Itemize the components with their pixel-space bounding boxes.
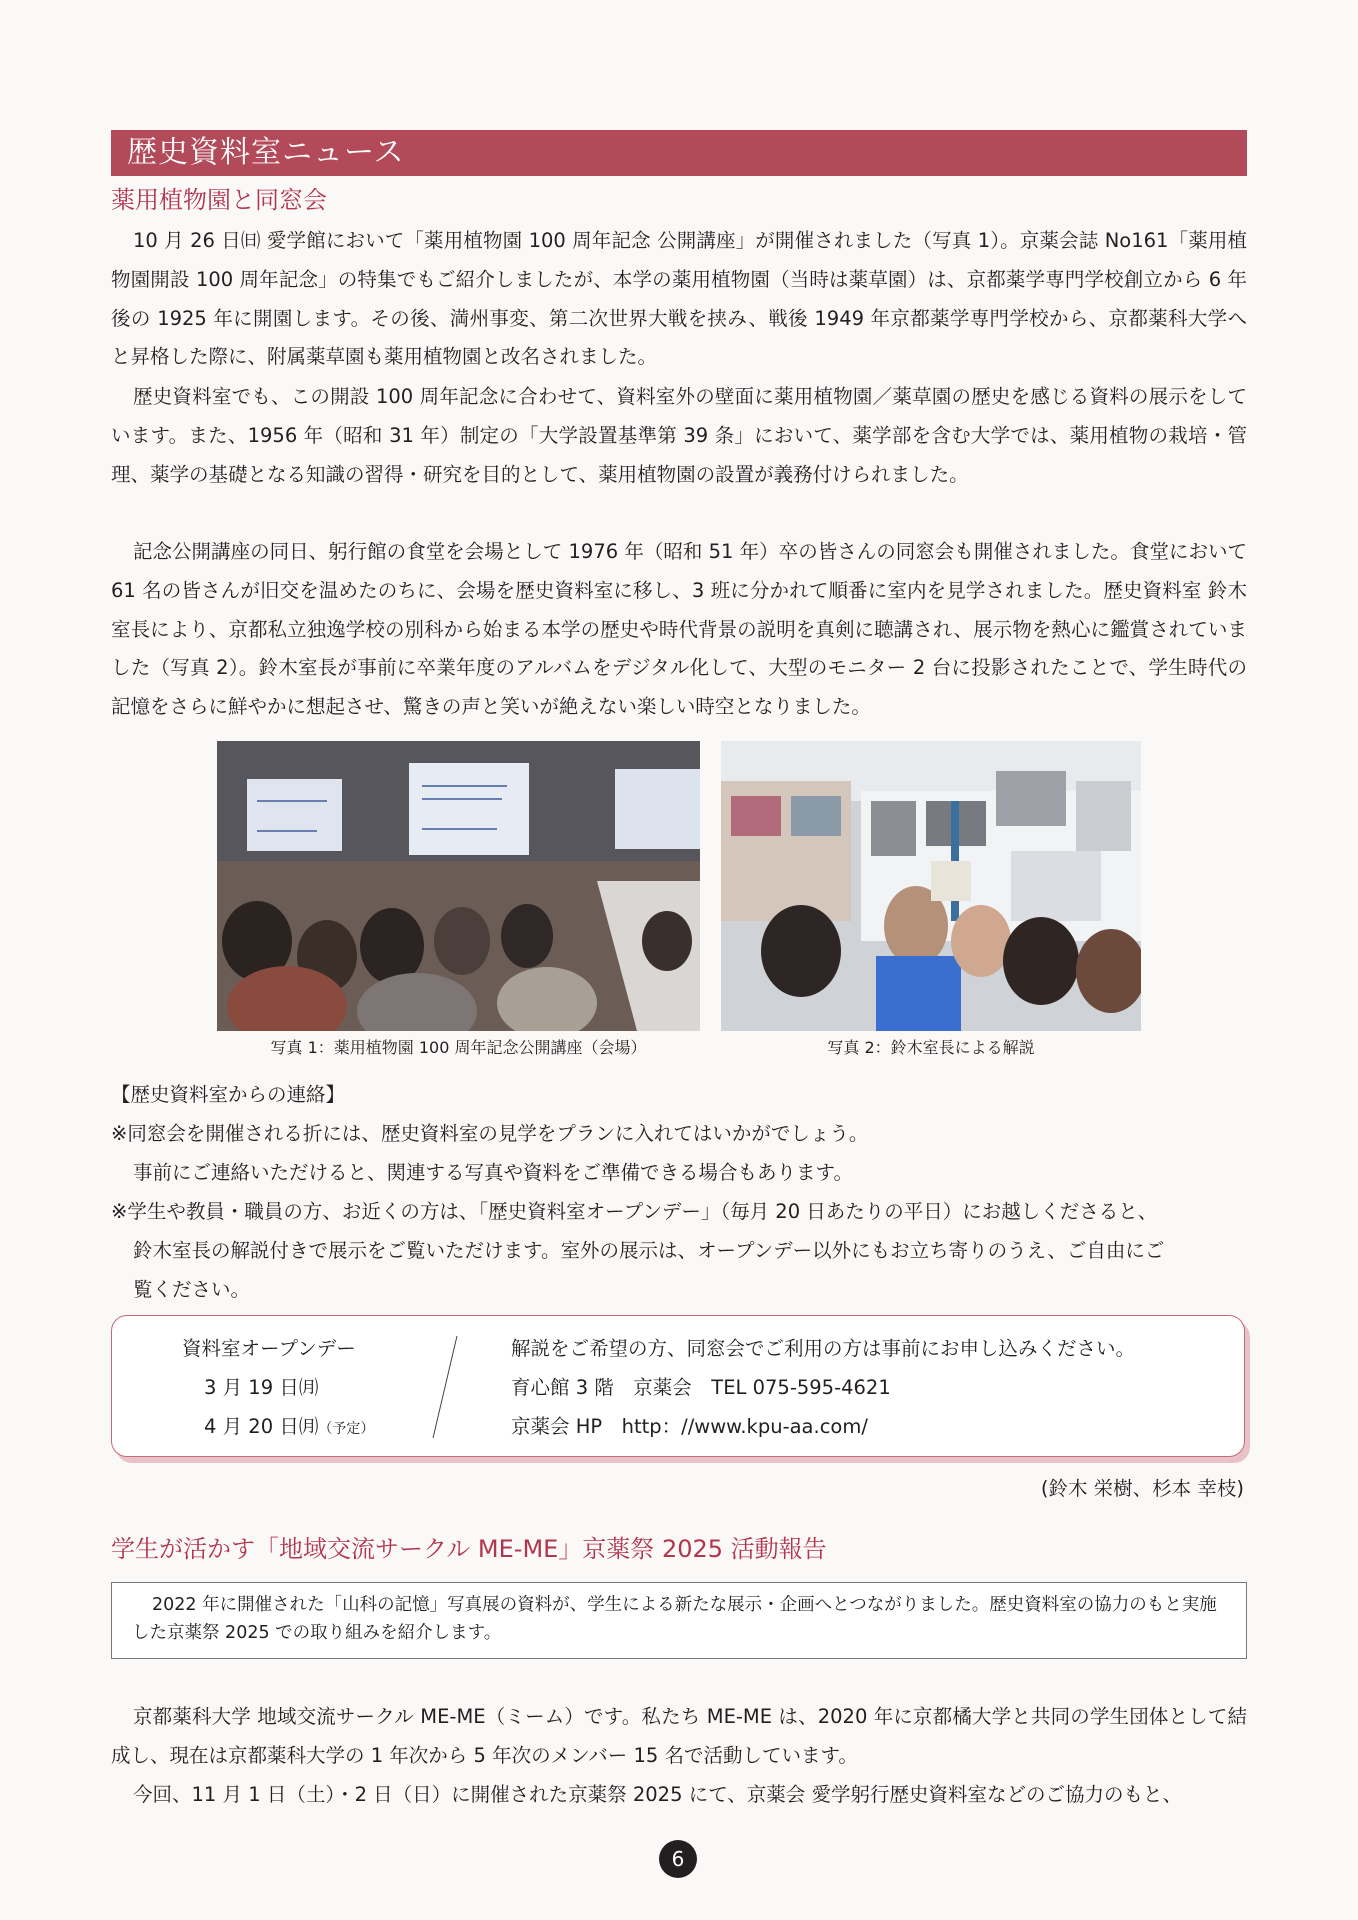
open-day-date: 4 月 20 日㈪ (204, 1415, 319, 1438)
article-paragraph: 記念公開講座の同日、躬行館の食堂を会場として 1976 年（昭和 51 年）卒の皆さんの同窓会も開催されました。食堂において 61 名の皆さんが旧交を温めたのちに、会場を歴史資料室に移し、3 班に分かれて順番に室内を見学されました。歴史資料室 鈴木室長により、京都私立独逸学校の別科から始まる本学の歴史や時代背景の説明を真剣に聴講され、展示物を熱心に鑑賞されていました（写真 2）。鈴木室長が事前に卒業年度のアルバムをデジタル化して、大型のモニター 2 台に投影されたことで、学生時代の記憶をさらに鮮やかに想起させ、驚きの声と笑いが絶えない楽しい時空となりました。 (111, 540, 1247, 719)
open-day-date: 3 月 19 日㈪ (204, 1376, 319, 1399)
open-day-info-box (111, 1315, 1245, 1457)
photo2-caption: 写真 2：鈴木室長による解説 (827, 1038, 1035, 1057)
open-day-date-note: （予定） (318, 1421, 375, 1437)
notice-line: 鈴木室長の解説付きで展示をご覧いただけます。室外の展示は、オープンデー以外にもお立ち寄りのうえ、ご自由にご (133, 1239, 1165, 1262)
notice-line: 事前にご連絡いただけると、関連する写真や資料をご準備できる場合もあります。 (133, 1161, 853, 1184)
photo1-caption: 写真 1：薬用植物園 100 周年記念公開講座（会場） (270, 1038, 647, 1057)
contact-line: 解説をご希望の方、同窓会でご利用の方は事前にお申し込みください。 (511, 1337, 1136, 1360)
article-paragraph: 10 月 26 日㈰ 愛学館において「薬用植物園 100 周年記念 公開講座」が開催されました（写真 1）。京薬会誌 No161「薬用植物園開設 100 周年記念」の特集でもご紹介しましたが、本学の薬用植物園（当時は薬草園）は、京都薬学専門学校創立から 6 年後の 1925 年に開園します。その後、満州事変、第二次世界大戦を挟み、戦後 1949 年京都薬学専門学校から、京都薬科大学へと昇格した際に、附属薬草園も薬用植物園と改名されました。 (111, 229, 1247, 369)
article-paragraph: 歴史資料室でも、この開設 100 周年記念に合わせて、資料室外の壁面に薬用植物園／薬草園の歴史を感じる資料の展示をしています。また、1956 年（昭和 31 年）制定の「大学設置基準第 39 条」において、薬学部を含む大学では、薬用植物の栽培・管理、薬学の基礎となる知識の習得・研究を目的として、薬用植物園の設置が義務付けられました。 (111, 385, 1247, 486)
article-paragraph: 今回、11 月 1 日（土）・2 日（日）に開催された京薬祭 2025 にて、京薬会 愛学躬行歴史資料室などのご協力のもと、 (133, 1783, 1183, 1806)
open-day-date-row (182, 1407, 374, 1449)
notice-title: 【歴史資料室からの連絡】 (111, 1083, 346, 1106)
author-credit: (鈴木 栄樹、杉本 幸枝) (1040, 1477, 1244, 1500)
article-intro-box: 2022 年に開催された「山科の記憶」写真展の資料が、学生による新たな展示・企画へとつながりました。歴史資料室の協力のもと実施した京薬祭 2025 での取り組みを紹介します。 (111, 1582, 1247, 1659)
contact-line: 育心館 3 階 京薬会 TEL 075-595-4621 (511, 1376, 891, 1399)
page-number: 6 (659, 1840, 697, 1878)
article-heading: 学生が活かす「地域交流サークル ME-ME」京薬祭 2025 活動報告 (111, 1535, 827, 1563)
open-day-contact (511, 1329, 1135, 1446)
exhibition-photo (721, 741, 1141, 1031)
open-day-dates (182, 1329, 374, 1449)
slash-divider-icon (430, 1334, 460, 1440)
section-title-bar: 歴史資料室ニュース (111, 130, 1247, 176)
contact-line: 京薬会 HP http：//www.kpu-aa.com/ (511, 1415, 868, 1438)
notice-line: 覧ください。 (133, 1278, 251, 1301)
notice-line: ※学生や教員・職員の方、お近くの方は、「歴史資料室オープンデー」（毎月 20 日あたりの平日）にお越しくださると、 (111, 1200, 1158, 1223)
lecture-hall-photo (217, 741, 700, 1031)
open-day-title: 資料室オープンデー (182, 1337, 356, 1360)
article-paragraph: 京都薬科大学 地域交流サークル ME-ME（ミーム）です。私たち ME-ME は、2020 年に京都橘大学と共同の学生団体として結成し、現在は京都薬科大学の 1 年次から 5 年次のメンバー 15 名で活動しています。 (111, 1705, 1247, 1767)
notice-line: ※同窓会を開催される折には、歴史資料室の見学をプランに入れてはいかがでしょう。 (111, 1122, 869, 1145)
article-heading: 薬用植物園と同窓会 (111, 186, 327, 214)
